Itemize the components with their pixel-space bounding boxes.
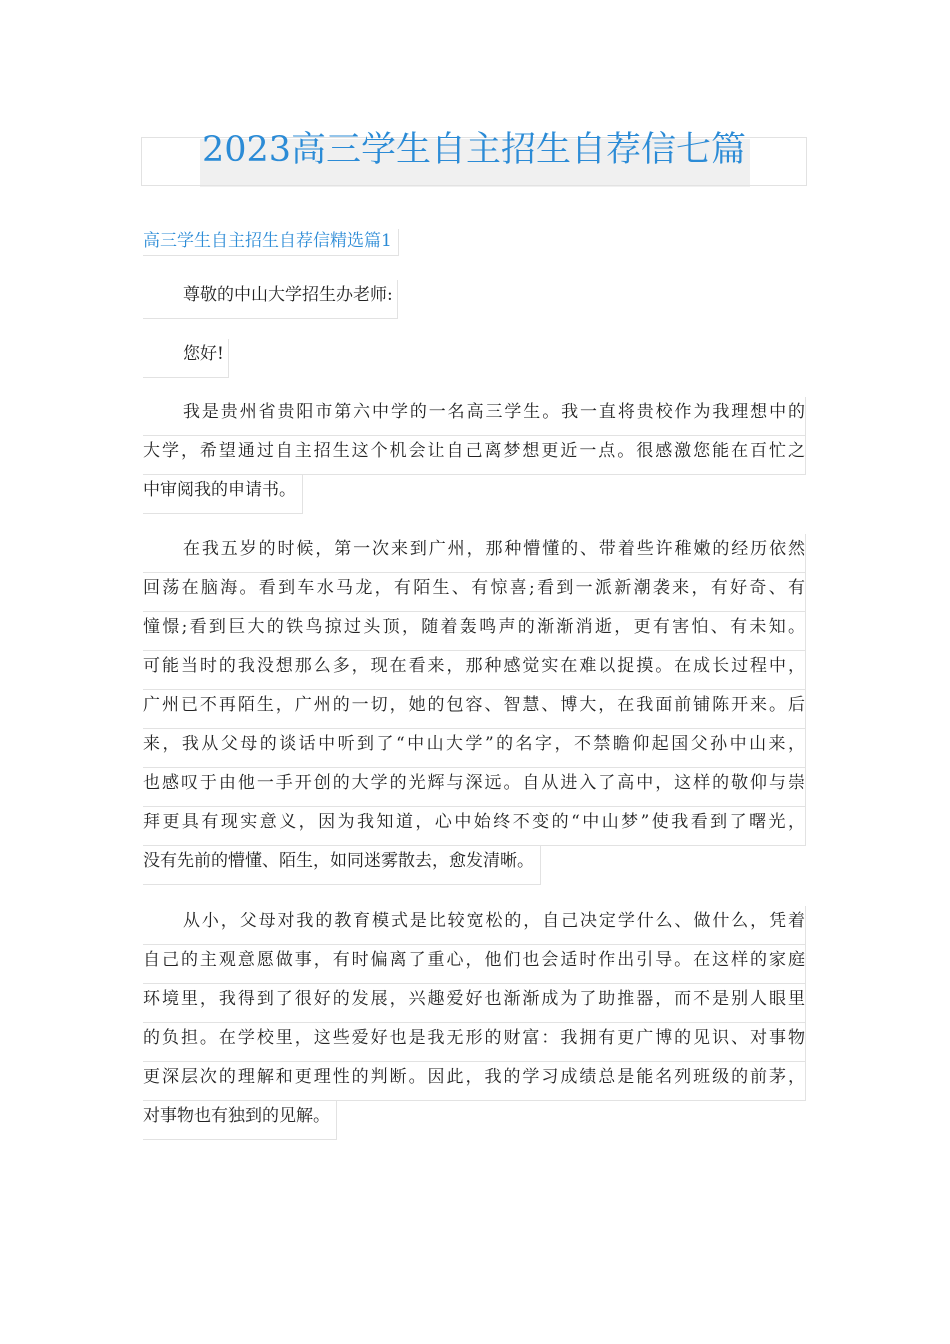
paragraph-line: 广州已不再陌生，广州的一切，她的包容、智慧、博大，在我面前铺陈开来。后 [143, 690, 806, 729]
paragraph-line: 憧憬;看到巨大的铁鸟掠过头顶，随着轰鸣声的渐渐消逝，更有害怕、有未知。 [143, 612, 806, 651]
paragraph-line: 从小，父母对我的教育模式是比较宽松的，自己决定学什么、做什么，凭着 [143, 906, 806, 945]
paragraph-2 [143, 534, 806, 890]
paragraph-line: 中审阅我的申请书。 [143, 475, 303, 514]
section-heading: 高三学生自主招生自荐信精选篇1 [143, 229, 399, 256]
salutation-block [143, 280, 806, 324]
paragraph-line: 对事物也有独到的见解。 [143, 1101, 337, 1140]
paragraph-3 [143, 906, 806, 1145]
paragraph-line: 环境里，我得到了很好的发展，兴趣爱好也渐渐成为了助推器，而不是别人眼里 [143, 984, 806, 1023]
paragraph-line: 回荡在脑海。看到车水马龙，有陌生、有惊喜;看到一派新潮袭来，有好奇、有 [143, 573, 806, 612]
paragraph-line: 我是贵州省贵阳市第六中学的一名高三学生。我一直将贵校作为我理想中的 [143, 397, 806, 436]
salutation: 尊敬的中山大学招生办老师: [143, 280, 398, 319]
paragraph-line: 来，我从父母的谈话中听到了“中山大学”的名字，不禁瞻仰起国父孙中山来， [143, 729, 806, 768]
paragraph-line: 拜更具有现实意义，因为我知道，心中始终不变的“中山梦”使我看到了曙光， [143, 807, 806, 846]
paragraph-line: 的负担。在学校里，这些爱好也是我无形的财富：我拥有更广博的见识、对事物 [143, 1023, 806, 1062]
greeting: 您好! [143, 339, 229, 378]
paragraph-1 [143, 397, 806, 519]
paragraph-line: 自己的主观意愿做事，有时偏离了重心，他们也会适时作出引导。在这样的家庭 [143, 945, 806, 984]
paragraph-line: 可能当时的我没想那么多，现在看来，那种感觉实在难以捉摸。在成长过程中， [143, 651, 806, 690]
paragraph-line: 没有先前的懵懂、陌生，如同迷雾散去，愈发清晰。 [143, 846, 541, 885]
greeting-block [143, 339, 806, 383]
paragraph-line: 更深层次的理解和更理性的判断。因此，我的学习成绩总是能名列班级的前茅， [143, 1062, 806, 1101]
paragraph-line: 大学，希望通过自主招生这个机会让自己离梦想更近一点。很感激您能在百忙之 [143, 436, 806, 475]
paragraph-line: 在我五岁的时候，第一次来到广州，那种懵懂的、带着些许稚嫩的经历依然 [143, 534, 806, 573]
document-title: 2023高三学生自主招生自荐信七篇 [201, 130, 747, 170]
paragraph-line: 也感叹于由他一手开创的大学的光辉与深远。自从进入了高中，这样的敬仰与崇 [143, 768, 806, 807]
